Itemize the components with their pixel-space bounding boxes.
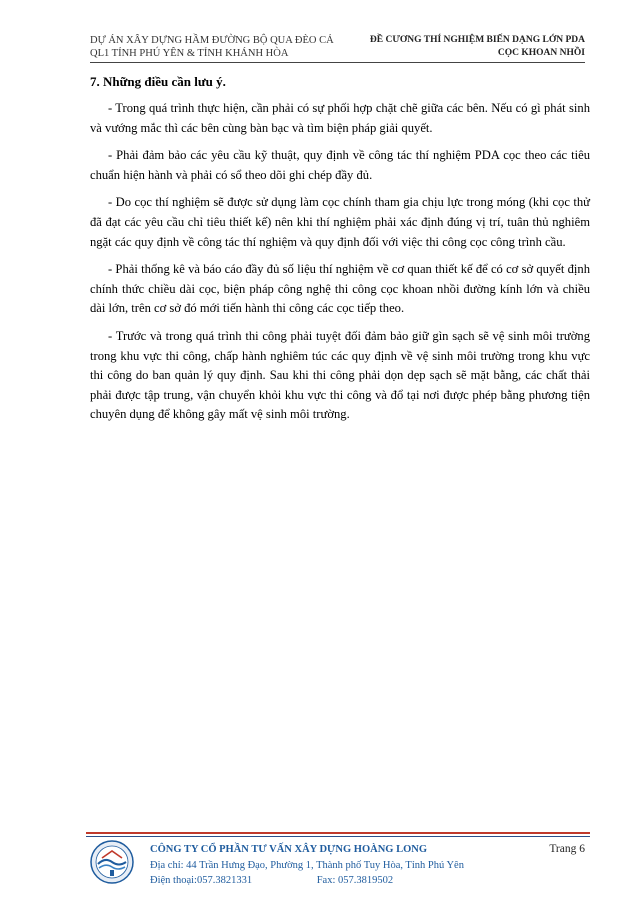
header-document-line2: CỌC KHOAN NHỒI (497, 48, 585, 58)
footer-fax: Fax: 057.3819502 (316, 875, 394, 886)
section-heading: 7. Những điều cần lưu ý. (90, 74, 226, 89)
header-project-line2: QL1 TỈNH PHÚ YÊN & TỈNH KHÁNH HÒA (90, 48, 289, 59)
header-divider (90, 62, 585, 63)
footer-phone: Điện thoại:057.3821331 (150, 875, 253, 886)
footer-address: Địa chỉ: 44 Trần Hưng Đạo, Phường 1, Thành phố Tuy Hòa, Tỉnh Phú Yên (150, 859, 464, 871)
paragraph: - Trước và trong quá trình thi công phải tuyệt đối đảm bảo giữ gìn sạch sẽ vệ sinh môi trường trong khu vực thi công, chấp hành nghiêm túc các quy định về vệ sinh môi trường trong khu vực thi công do ban quản lý quy định. Sau khi thi công phải dọn dẹp sạch sẽ mặt bằng, các chất thải phải được tập trung, vận chuyển khỏi khu vực thi công và đổ tại nơi được phép bằng phương tiện chuyên dụng để không gây mất vệ sinh môi trường. (90, 328, 590, 422)
section-body (90, 72, 590, 433)
paragraph: - Do cọc thí nghiệm sẽ được sử dụng làm cọc chính tham gia chịu lực trong móng (khi cọc thử đã đạt các yêu cầu chỉ tiêu thiết kế) nên khi thí nghiệm phải xác định đúng vị trí, tuân thủ nghiêm ngặt các quy định về công tác thí nghiệm và quy định đối với việc thi công cọc công trình cầu. (90, 195, 590, 249)
header-document-line1: ĐỀ CƯƠNG THÍ NGHIỆM BIẾN DẠNG LỚN PDA (369, 35, 585, 45)
footer-divider-red (86, 832, 590, 834)
header-project (90, 34, 360, 60)
footer-phone-fax (150, 873, 530, 889)
paragraph: - Phải thống kê và báo cáo đầy đủ số liệu thí nghiệm về cơ quan thiết kế để có cơ sở quyết định chính thức chiều dài cọc, biện pháp công nghệ thi công cọc khoan nhồi đường kính lớn và chiều dài lớn, trên cơ sở đó mới tiến hành thi công các cọc tiếp theo. (90, 262, 590, 316)
company-logo-icon (90, 840, 134, 884)
footer-divider-blue (86, 836, 590, 837)
paragraph: - Trong quá trình thực hiện, cần phải có sự phối hợp chặt chẽ giữa các bên. Nếu có gì phát sinh và vướng mắc thì các bên cùng bàn bạc và tìm biện pháp giải quyết. (90, 101, 590, 135)
page-number: Trang 6 (549, 843, 585, 855)
footer-company-name: CÔNG TY CỔ PHẦN TƯ VẤN XÂY DỰNG HOÀNG LONG (150, 844, 427, 855)
header-document (345, 34, 585, 60)
footer-contact (150, 842, 530, 889)
header-project-line1: DỰ ÁN XÂY DỰNG HẦM ĐƯỜNG BỘ QUA ĐÈO CẢ (90, 35, 334, 46)
paragraph: - Phải đảm bảo các yêu cầu kỹ thuật, quy định về công tác thí nghiệm PDA cọc theo các tiêu chuẩn hiện hành và phải có sổ theo dõi ghi chép đầy đủ. (90, 148, 590, 182)
